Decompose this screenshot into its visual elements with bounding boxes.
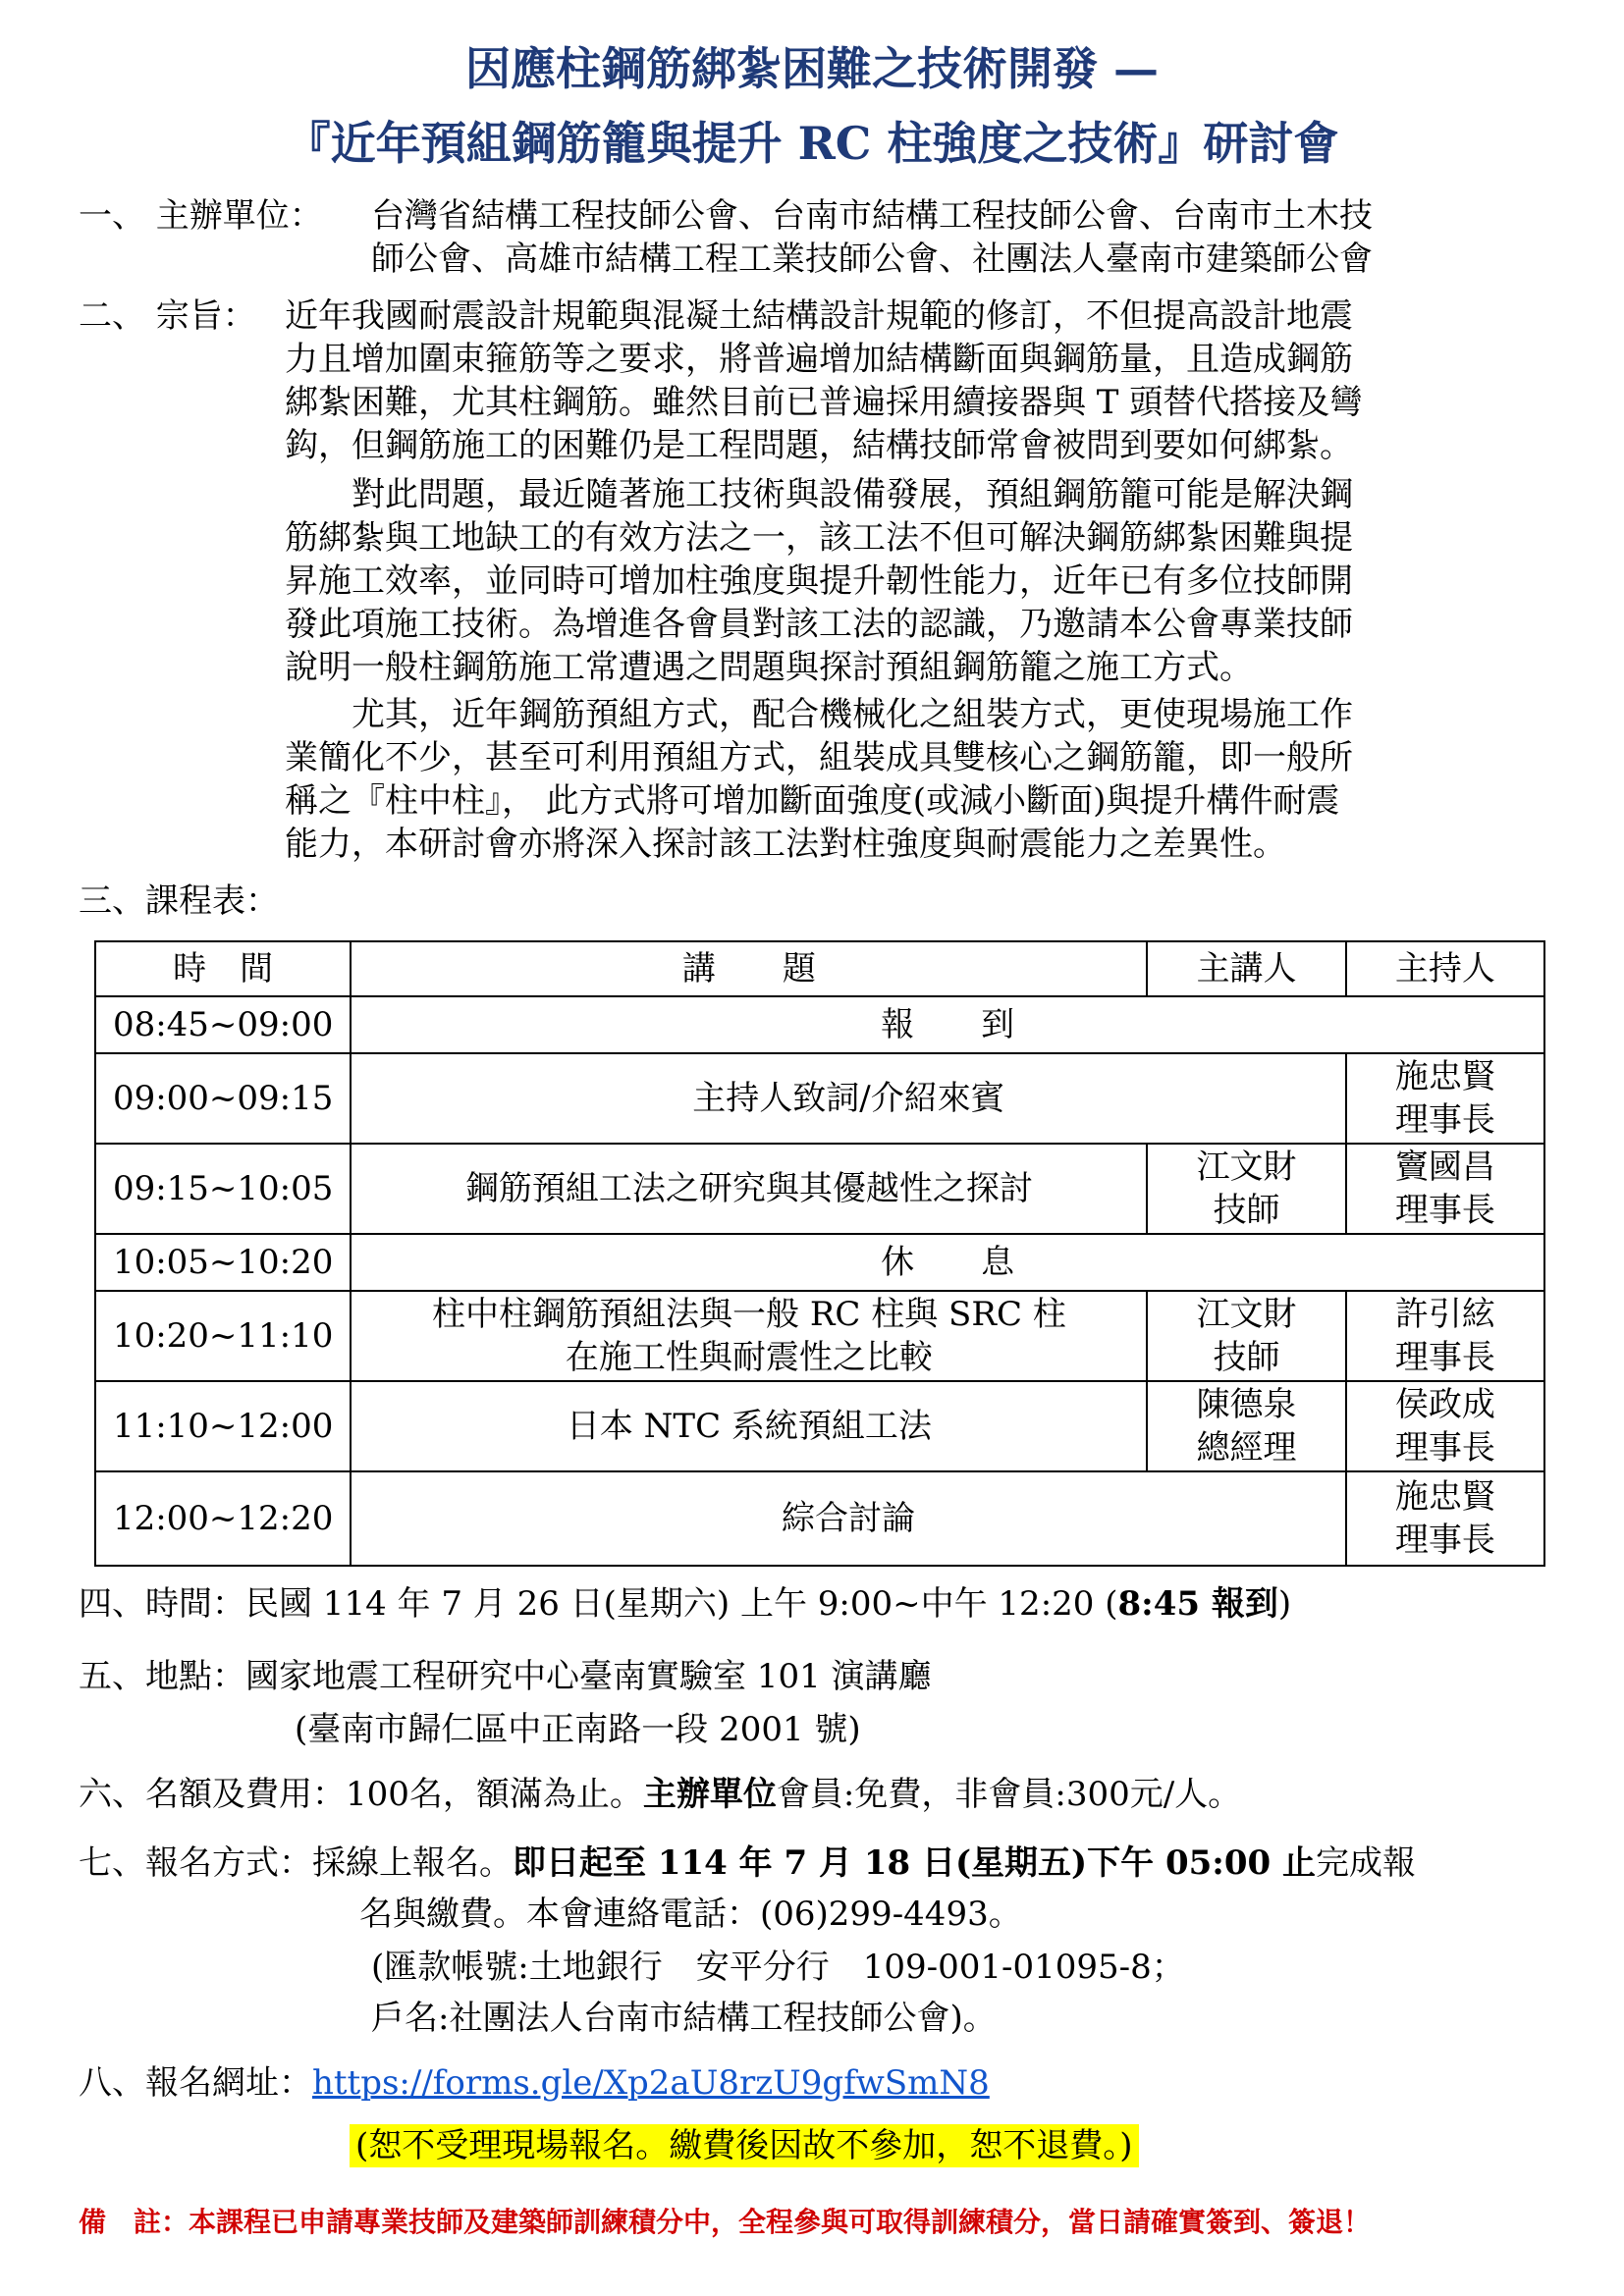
purpose-line: 筋綁紮與工地缺工的有效方法之一，該工法不但可解決鋼筋綁紮困難與提 bbox=[285, 518, 1353, 558]
purpose-paragraph-2 bbox=[285, 473, 1561, 689]
purpose-paragraph-3 bbox=[285, 693, 1561, 866]
registration-method bbox=[79, 1842, 1416, 1885]
purpose-line: 說明一般柱鋼筋施工常遭遇之問題與探討預組鋼筋籠之施工方式。 bbox=[285, 648, 1253, 687]
organizers-line: 台灣省結構工程技師公會、台南市結構工程技師公會、台南市土木技 bbox=[371, 196, 1373, 236]
registration-phone: 名與繳費。本會連絡電話：(06)299-4493。 bbox=[359, 1895, 1022, 1934]
header-time: 時 間 bbox=[95, 941, 351, 996]
purpose-line: 綁紮困難，尤其柱鋼筋。雖然目前已普遍採用續接器與 T 頭替代搭接及彎 bbox=[285, 383, 1364, 422]
row-time: 11:10~12:00 bbox=[95, 1381, 351, 1471]
table-row bbox=[95, 1471, 1544, 1566]
table-row bbox=[95, 1144, 1544, 1234]
url-label: 八、報名網址： bbox=[79, 2063, 312, 2103]
registration-url bbox=[79, 2061, 990, 2105]
quota-fee bbox=[79, 1773, 1241, 1816]
row-speaker bbox=[1147, 1381, 1345, 1471]
remark-text: 備 註：本課程已申請專業技師及建築師訓練積分中，全程參與可取得訓練積分，當日請確實簽到、簽退！ bbox=[79, 2206, 1372, 2238]
time-checkin: 8:45 報到 bbox=[1117, 1584, 1278, 1624]
table-header-row bbox=[95, 941, 1544, 996]
host-title: 理事長 bbox=[1394, 1428, 1495, 1468]
purpose-line: 能力，本研討會亦將深入探討該工法對柱強度與耐震能力之差異性。 bbox=[285, 825, 1286, 864]
row-topic: 綜合討論 bbox=[351, 1471, 1345, 1566]
table-row bbox=[95, 1291, 1544, 1381]
table-row bbox=[95, 1053, 1544, 1144]
event-time bbox=[79, 1582, 1291, 1626]
row-time: 09:15~10:05 bbox=[95, 1144, 351, 1234]
row-topic: 休 息 bbox=[351, 1234, 1544, 1291]
purpose-line: 昇施工效率，並同時可增加柱強度與提升韌性能力，近年已有多位技師開 bbox=[285, 561, 1353, 601]
location-label: 五、地點： bbox=[79, 1657, 245, 1696]
row-time: 10:05~10:20 bbox=[95, 1234, 351, 1291]
quota-label: 六、名額及費用： bbox=[79, 1775, 346, 1814]
row-time: 08:45~09:00 bbox=[95, 996, 351, 1053]
registration-account-name: 戶名:社團法人台南市結構工程技師公會)。 bbox=[371, 1999, 997, 2038]
row-speaker bbox=[1147, 1144, 1345, 1234]
host-name: 施忠賢 bbox=[1394, 1477, 1495, 1517]
header-host: 主持人 bbox=[1346, 941, 1544, 996]
host-name: 施忠賢 bbox=[1394, 1057, 1495, 1096]
registration-text-2: 完成報 bbox=[1316, 1843, 1416, 1883]
row-time: 12:00~12:20 bbox=[95, 1471, 351, 1566]
speaker-title: 總經理 bbox=[1196, 1428, 1297, 1468]
registration-deadline: 即日起至 114 年 7 月 18 日(星期五)下午 05:00 止 bbox=[513, 1843, 1316, 1883]
host-title: 理事長 bbox=[1394, 1338, 1495, 1377]
header-speaker: 主講人 bbox=[1147, 941, 1345, 996]
host-name: 許引絃 bbox=[1394, 1295, 1495, 1334]
purpose-line: 發此項施工技術。為增進各會員對該工法的認識，乃邀請本公會專業技師 bbox=[285, 605, 1353, 644]
event-location bbox=[79, 1655, 932, 1698]
registration-account: (匯款帳號:土地銀行 安平分行 109-001-01095-8； bbox=[371, 1948, 1185, 1987]
location-venue: 國家地震工程研究中心臺南實驗室 101 演講廳 bbox=[245, 1657, 932, 1696]
row-speaker bbox=[1147, 1291, 1345, 1381]
purpose-line: 力且增加圍束箍筋等之要求，將普遍增加結構斷面與鋼筋量，且造成鋼筋 bbox=[285, 340, 1353, 379]
row-host bbox=[1346, 1471, 1544, 1566]
purpose-line: 鈎，但鋼筋施工的困難仍是工程問題，結構技師常會被問到要如何綁紮。 bbox=[285, 426, 1353, 465]
purpose-paragraph-1 bbox=[285, 294, 1561, 467]
title-line-2: 『近年預組鋼筋籠與提升 RC 柱強度之技術』研討會 bbox=[285, 117, 1339, 170]
speaker-name: 江文財 bbox=[1196, 1148, 1297, 1187]
host-title: 理事長 bbox=[1394, 1521, 1495, 1560]
registration-link[interactable]: https://forms.gle/Xp2aU8rzU9gfwSmN8 bbox=[312, 2063, 990, 2103]
row-time: 09:00~09:15 bbox=[95, 1053, 351, 1144]
registration-label: 七、報名方式： bbox=[79, 1843, 312, 1883]
quota-organizer: 主辦單位 bbox=[642, 1775, 777, 1814]
purpose-line: 尤其，近年鋼筋預組方式，配合機械化之組裝方式，更使現場施工作 bbox=[285, 695, 1353, 734]
title-line-1: 因應柱鋼筋綁紮困難之技術開發 — bbox=[464, 42, 1159, 95]
purpose-line: 業簡化不少，甚至可利用預組方式，組裝成具雙核心之鋼筋籠，即一般所 bbox=[285, 738, 1353, 777]
schedule-table bbox=[94, 940, 1545, 1567]
no-refund-notice: (恕不受理現場報名。繳費後因故不參加，恕不退費。) bbox=[350, 2124, 1139, 2167]
row-time: 10:20~11:10 bbox=[95, 1291, 351, 1381]
row-host bbox=[1346, 1291, 1544, 1381]
location-address: (臺南市歸仁區中正南路一段 2001 號) bbox=[295, 1710, 861, 1749]
topic-line: 柱中柱鋼筋預組法與一般 RC 柱與 SRC 柱 bbox=[432, 1295, 1066, 1334]
purpose-line: 近年我國耐震設計規範與混凝土結構設計規範的修訂，不但提高設計地震 bbox=[285, 296, 1353, 336]
registration-text: 採線上報名。 bbox=[312, 1843, 513, 1883]
table-row bbox=[95, 1234, 1544, 1291]
purpose-line: 稱之『柱中柱』， 此方式將可增加斷面強度(或減小斷面)與提升構件耐震 bbox=[285, 781, 1340, 821]
quota-fee-text: 會員:免費，非會員:300元/人。 bbox=[776, 1775, 1242, 1814]
row-topic: 報 到 bbox=[351, 996, 1544, 1053]
table-row bbox=[95, 996, 1544, 1053]
row-topic bbox=[351, 1291, 1147, 1381]
host-title: 理事長 bbox=[1394, 1191, 1495, 1230]
host-name: 竇國昌 bbox=[1394, 1148, 1495, 1187]
time-label: 四、時間： bbox=[79, 1584, 245, 1624]
time-end: ) bbox=[1277, 1584, 1292, 1624]
organizers-line: 師公會、高雄市結構工程工業技師公會、社團法人臺南市建築師公會 bbox=[371, 240, 1373, 279]
table-row bbox=[95, 1381, 1544, 1471]
organizers-text bbox=[371, 194, 1559, 281]
topic-line: 在施工性與耐震性之比較 bbox=[565, 1338, 933, 1377]
host-title: 理事長 bbox=[1394, 1100, 1495, 1140]
purpose-line: 對此問題，最近隨著施工技術與設備發展，預組鋼筋籠可能是解決鋼 bbox=[285, 475, 1353, 514]
speaker-name: 陳德泉 bbox=[1196, 1385, 1297, 1424]
host-name: 侯政成 bbox=[1394, 1385, 1495, 1424]
speaker-title: 技師 bbox=[1213, 1191, 1280, 1230]
row-host bbox=[1346, 1381, 1544, 1471]
row-topic: 鋼筋預組工法之研究與其優越性之探討 bbox=[351, 1144, 1147, 1234]
organizers-label: 一、 主辦單位： bbox=[79, 196, 323, 236]
quota-text: 100名，額滿為止。 bbox=[346, 1775, 643, 1814]
row-topic: 日本 NTC 系統預組工法 bbox=[351, 1381, 1147, 1471]
row-host bbox=[1346, 1053, 1544, 1144]
row-topic: 主持人致詞/介紹來賓 bbox=[351, 1053, 1345, 1144]
time-text: 民國 114 年 7 月 26 日(星期六) 上午 9:00~中午 12:20 ( bbox=[245, 1584, 1118, 1624]
schedule-label: 三、課程表： bbox=[79, 881, 279, 921]
row-host bbox=[1346, 1144, 1544, 1234]
speaker-name: 江文財 bbox=[1196, 1295, 1297, 1334]
header-topic: 講 題 bbox=[351, 941, 1147, 996]
purpose-label: 二、 宗旨： bbox=[79, 296, 256, 336]
speaker-title: 技師 bbox=[1213, 1338, 1280, 1377]
